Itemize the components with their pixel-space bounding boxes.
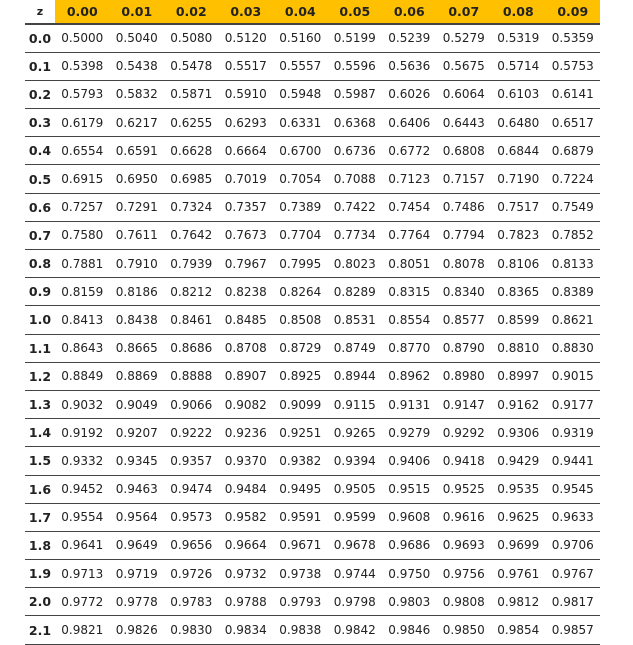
probability-cell: 0.9251 [273, 419, 328, 447]
probability-cell: 0.5675 [437, 52, 492, 80]
probability-cell: 0.7939 [164, 250, 219, 278]
table-row [25, 165, 600, 193]
table-row [25, 419, 600, 447]
probability-cell: 0.9826 [110, 616, 165, 644]
probability-cell: 0.8925 [273, 362, 328, 390]
probability-cell: 0.6915 [55, 165, 110, 193]
probability-cell: 0.9319 [546, 419, 601, 447]
probability-cell: 0.5160 [273, 24, 328, 52]
probability-cell: 0.6554 [55, 137, 110, 165]
probability-cell: 0.9406 [382, 447, 437, 475]
probability-cell: 0.9830 [164, 616, 219, 644]
probability-cell: 0.8438 [110, 306, 165, 334]
probability-cell: 0.6406 [382, 109, 437, 137]
column-header-0-04: 0.04 [273, 0, 328, 24]
probability-cell: 0.9756 [437, 560, 492, 588]
probability-cell: 0.8849 [55, 362, 110, 390]
probability-cell: 0.9719 [110, 560, 165, 588]
probability-cell: 0.9803 [382, 588, 437, 616]
table-row [25, 193, 600, 221]
probability-cell: 0.9545 [546, 475, 601, 503]
probability-cell: 0.9115 [328, 390, 383, 418]
probability-cell: 0.8980 [437, 362, 492, 390]
probability-cell: 0.5080 [164, 24, 219, 52]
probability-cell: 0.8790 [437, 334, 492, 362]
row-z-label: 0.5 [25, 165, 55, 193]
probability-cell: 0.9292 [437, 419, 492, 447]
table-row [25, 503, 600, 531]
probability-cell: 0.8810 [491, 334, 546, 362]
probability-cell: 0.5319 [491, 24, 546, 52]
probability-cell: 0.7881 [55, 250, 110, 278]
probability-cell: 0.5478 [164, 52, 219, 80]
row-z-label: 1.8 [25, 531, 55, 559]
probability-cell: 0.9564 [110, 503, 165, 531]
row-z-label: 2.1 [25, 616, 55, 644]
probability-cell: 0.9778 [110, 588, 165, 616]
probability-cell: 0.5636 [382, 52, 437, 80]
probability-cell: 0.9649 [110, 531, 165, 559]
probability-cell: 0.9463 [110, 475, 165, 503]
row-z-label: 1.0 [25, 306, 55, 334]
probability-cell: 0.5910 [219, 80, 274, 108]
probability-cell: 0.8106 [491, 250, 546, 278]
probability-cell: 0.7642 [164, 221, 219, 249]
z-table-header [25, 0, 600, 24]
probability-cell: 0.8340 [437, 278, 492, 306]
probability-cell: 0.9767 [546, 560, 601, 588]
probability-cell: 0.8389 [546, 278, 601, 306]
probability-cell: 0.8315 [382, 278, 437, 306]
probability-cell: 0.5832 [110, 80, 165, 108]
probability-cell: 0.8888 [164, 362, 219, 390]
probability-cell: 0.8531 [328, 306, 383, 334]
probability-cell: 0.9671 [273, 531, 328, 559]
probability-cell: 0.8665 [110, 334, 165, 362]
probability-cell: 0.6255 [164, 109, 219, 137]
probability-cell: 0.6064 [437, 80, 492, 108]
probability-cell: 0.7291 [110, 193, 165, 221]
probability-cell: 0.5753 [546, 52, 601, 80]
probability-cell: 0.8577 [437, 306, 492, 334]
table-row [25, 588, 600, 616]
probability-cell: 0.8289 [328, 278, 383, 306]
probability-cell: 0.9750 [382, 560, 437, 588]
probability-cell: 0.8186 [110, 278, 165, 306]
probability-cell: 0.8869 [110, 362, 165, 390]
row-z-label: 0.7 [25, 221, 55, 249]
probability-cell: 0.9535 [491, 475, 546, 503]
probability-cell: 0.5040 [110, 24, 165, 52]
probability-cell: 0.9222 [164, 419, 219, 447]
probability-cell: 0.9345 [110, 447, 165, 475]
probability-cell: 0.7157 [437, 165, 492, 193]
column-header-0-06: 0.06 [382, 0, 437, 24]
table-row [25, 24, 600, 52]
probability-cell: 0.8485 [219, 306, 274, 334]
column-header-0-08: 0.08 [491, 0, 546, 24]
probability-cell: 0.5714 [491, 52, 546, 80]
probability-cell: 0.7454 [382, 193, 437, 221]
probability-cell: 0.6179 [55, 109, 110, 137]
probability-cell: 0.7486 [437, 193, 492, 221]
probability-cell: 0.9793 [273, 588, 328, 616]
probability-cell: 0.9525 [437, 475, 492, 503]
probability-cell: 0.9582 [219, 503, 274, 531]
probability-cell: 0.7673 [219, 221, 274, 249]
header-row [25, 0, 600, 24]
probability-cell: 0.6331 [273, 109, 328, 137]
z-table [25, 0, 600, 645]
probability-cell: 0.6141 [546, 80, 601, 108]
row-z-label: 1.1 [25, 334, 55, 362]
probability-cell: 0.9332 [55, 447, 110, 475]
probability-cell: 0.5987 [328, 80, 383, 108]
probability-cell: 0.9515 [382, 475, 437, 503]
row-z-label: 1.4 [25, 419, 55, 447]
probability-cell: 0.8830 [546, 334, 601, 362]
table-row [25, 531, 600, 559]
probability-cell: 0.6772 [382, 137, 437, 165]
probability-cell: 0.9015 [546, 362, 601, 390]
probability-cell: 0.9032 [55, 390, 110, 418]
probability-cell: 0.6480 [491, 109, 546, 137]
probability-cell: 0.9854 [491, 616, 546, 644]
probability-cell: 0.7967 [219, 250, 274, 278]
probability-cell: 0.7257 [55, 193, 110, 221]
probability-cell: 0.9236 [219, 419, 274, 447]
probability-cell: 0.7549 [546, 193, 601, 221]
probability-cell: 0.9633 [546, 503, 601, 531]
probability-cell: 0.5359 [546, 24, 601, 52]
probability-cell: 0.7852 [546, 221, 601, 249]
probability-cell: 0.8133 [546, 250, 601, 278]
probability-cell: 0.5398 [55, 52, 110, 80]
probability-cell: 0.9265 [328, 419, 383, 447]
probability-cell: 0.9429 [491, 447, 546, 475]
row-z-label: 0.8 [25, 250, 55, 278]
probability-cell: 0.5279 [437, 24, 492, 52]
probability-cell: 0.7764 [382, 221, 437, 249]
probability-cell: 0.9846 [382, 616, 437, 644]
column-header-0-09: 0.09 [546, 0, 601, 24]
probability-cell: 0.9066 [164, 390, 219, 418]
probability-cell: 0.8749 [328, 334, 383, 362]
probability-cell: 0.8554 [382, 306, 437, 334]
probability-cell: 0.9474 [164, 475, 219, 503]
probability-cell: 0.9162 [491, 390, 546, 418]
probability-cell: 0.9608 [382, 503, 437, 531]
probability-cell: 0.7734 [328, 221, 383, 249]
table-row [25, 334, 600, 362]
probability-cell: 0.9131 [382, 390, 437, 418]
column-header-0-03: 0.03 [219, 0, 274, 24]
probability-cell: 0.9656 [164, 531, 219, 559]
probability-cell: 0.6844 [491, 137, 546, 165]
probability-cell: 0.8078 [437, 250, 492, 278]
z-table-body [25, 24, 600, 644]
probability-cell: 0.9495 [273, 475, 328, 503]
probability-cell: 0.8708 [219, 334, 274, 362]
row-z-label: 0.6 [25, 193, 55, 221]
row-z-label: 1.9 [25, 560, 55, 588]
probability-cell: 0.9625 [491, 503, 546, 531]
probability-cell: 0.7054 [273, 165, 328, 193]
probability-cell: 0.8997 [491, 362, 546, 390]
probability-cell: 0.9678 [328, 531, 383, 559]
probability-cell: 0.8461 [164, 306, 219, 334]
probability-cell: 0.9279 [382, 419, 437, 447]
probability-cell: 0.7823 [491, 221, 546, 249]
probability-cell: 0.9082 [219, 390, 274, 418]
probability-cell: 0.7190 [491, 165, 546, 193]
column-header-0-02: 0.02 [164, 0, 219, 24]
probability-cell: 0.9821 [55, 616, 110, 644]
probability-cell: 0.8770 [382, 334, 437, 362]
row-z-label: 1.2 [25, 362, 55, 390]
probability-cell: 0.9726 [164, 560, 219, 588]
probability-cell: 0.8962 [382, 362, 437, 390]
table-row [25, 137, 600, 165]
probability-cell: 0.9693 [437, 531, 492, 559]
table-row [25, 560, 600, 588]
probability-cell: 0.9761 [491, 560, 546, 588]
probability-cell: 0.9452 [55, 475, 110, 503]
probability-cell: 0.9177 [546, 390, 601, 418]
probability-cell: 0.6879 [546, 137, 601, 165]
table-row [25, 52, 600, 80]
probability-cell: 0.9357 [164, 447, 219, 475]
probability-cell: 0.8599 [491, 306, 546, 334]
probability-cell: 0.9554 [55, 503, 110, 531]
probability-cell: 0.9441 [546, 447, 601, 475]
probability-cell: 0.6517 [546, 109, 601, 137]
row-z-label: 0.1 [25, 52, 55, 80]
z-column-header: z [25, 0, 55, 24]
row-z-label: 1.6 [25, 475, 55, 503]
probability-cell: 0.7422 [328, 193, 383, 221]
probability-cell: 0.9744 [328, 560, 383, 588]
table-row [25, 109, 600, 137]
probability-cell: 0.9812 [491, 588, 546, 616]
probability-cell: 0.9732 [219, 560, 274, 588]
row-z-label: 1.7 [25, 503, 55, 531]
table-row [25, 80, 600, 108]
probability-cell: 0.9641 [55, 531, 110, 559]
probability-cell: 0.7357 [219, 193, 274, 221]
probability-cell: 0.6664 [219, 137, 274, 165]
row-z-label: 0.3 [25, 109, 55, 137]
probability-cell: 0.9664 [219, 531, 274, 559]
probability-cell: 0.9686 [382, 531, 437, 559]
probability-cell: 0.8023 [328, 250, 383, 278]
probability-cell: 0.6808 [437, 137, 492, 165]
probability-cell: 0.8944 [328, 362, 383, 390]
probability-cell: 0.9798 [328, 588, 383, 616]
probability-cell: 0.5793 [55, 80, 110, 108]
probability-cell: 0.6985 [164, 165, 219, 193]
probability-cell: 0.9207 [110, 419, 165, 447]
column-header-0-01: 0.01 [110, 0, 165, 24]
probability-cell: 0.7794 [437, 221, 492, 249]
probability-cell: 0.8365 [491, 278, 546, 306]
probability-cell: 0.5239 [382, 24, 437, 52]
probability-cell: 0.9505 [328, 475, 383, 503]
row-z-label: 1.3 [25, 390, 55, 418]
probability-cell: 0.6443 [437, 109, 492, 137]
probability-cell: 0.7224 [546, 165, 601, 193]
probability-cell: 0.9370 [219, 447, 274, 475]
probability-cell: 0.9783 [164, 588, 219, 616]
probability-cell: 0.6103 [491, 80, 546, 108]
probability-cell: 0.9838 [273, 616, 328, 644]
table-row [25, 390, 600, 418]
probability-cell: 0.9857 [546, 616, 601, 644]
probability-cell: 0.6217 [110, 109, 165, 137]
probability-cell: 0.7517 [491, 193, 546, 221]
probability-cell: 0.9591 [273, 503, 328, 531]
probability-cell: 0.9484 [219, 475, 274, 503]
column-header-0-05: 0.05 [328, 0, 383, 24]
probability-cell: 0.9713 [55, 560, 110, 588]
probability-cell: 0.8159 [55, 278, 110, 306]
probability-cell: 0.6628 [164, 137, 219, 165]
probability-cell: 0.8413 [55, 306, 110, 334]
probability-cell: 0.6736 [328, 137, 383, 165]
table-row [25, 362, 600, 390]
probability-cell: 0.6591 [110, 137, 165, 165]
probability-cell: 0.9808 [437, 588, 492, 616]
probability-cell: 0.8643 [55, 334, 110, 362]
probability-cell: 0.9842 [328, 616, 383, 644]
probability-cell: 0.5948 [273, 80, 328, 108]
probability-cell: 0.9850 [437, 616, 492, 644]
probability-cell: 0.6293 [219, 109, 274, 137]
table-row [25, 306, 600, 334]
probability-cell: 0.9049 [110, 390, 165, 418]
probability-cell: 0.9573 [164, 503, 219, 531]
row-z-label: 1.5 [25, 447, 55, 475]
row-z-label: 0.4 [25, 137, 55, 165]
probability-cell: 0.7019 [219, 165, 274, 193]
probability-cell: 0.5557 [273, 52, 328, 80]
probability-cell: 0.7995 [273, 250, 328, 278]
probability-cell: 0.9192 [55, 419, 110, 447]
table-row [25, 475, 600, 503]
probability-cell: 0.8238 [219, 278, 274, 306]
probability-cell: 0.5199 [328, 24, 383, 52]
row-z-label: 0.2 [25, 80, 55, 108]
probability-cell: 0.5120 [219, 24, 274, 52]
column-header-0-00: 0.00 [55, 0, 110, 24]
probability-cell: 0.7611 [110, 221, 165, 249]
probability-cell: 0.7324 [164, 193, 219, 221]
probability-cell: 0.9738 [273, 560, 328, 588]
probability-cell: 0.9706 [546, 531, 601, 559]
probability-cell: 0.9772 [55, 588, 110, 616]
probability-cell: 0.8051 [382, 250, 437, 278]
row-z-label: 2.0 [25, 588, 55, 616]
probability-cell: 0.8729 [273, 334, 328, 362]
probability-cell: 0.5000 [55, 24, 110, 52]
probability-cell: 0.9788 [219, 588, 274, 616]
probability-cell: 0.8686 [164, 334, 219, 362]
probability-cell: 0.8907 [219, 362, 274, 390]
probability-cell: 0.9817 [546, 588, 601, 616]
probability-cell: 0.6700 [273, 137, 328, 165]
probability-cell: 0.6026 [382, 80, 437, 108]
probability-cell: 0.7580 [55, 221, 110, 249]
probability-cell: 0.9382 [273, 447, 328, 475]
probability-cell: 0.9099 [273, 390, 328, 418]
table-row [25, 221, 600, 249]
probability-cell: 0.8264 [273, 278, 328, 306]
probability-cell: 0.9147 [437, 390, 492, 418]
probability-cell: 0.9699 [491, 531, 546, 559]
probability-cell: 0.5871 [164, 80, 219, 108]
probability-cell: 0.5438 [110, 52, 165, 80]
probability-cell: 0.7704 [273, 221, 328, 249]
row-z-label: 0.9 [25, 278, 55, 306]
table-row [25, 447, 600, 475]
probability-cell: 0.6950 [110, 165, 165, 193]
table-row [25, 250, 600, 278]
probability-cell: 0.5596 [328, 52, 383, 80]
probability-cell: 0.7389 [273, 193, 328, 221]
probability-cell: 0.8212 [164, 278, 219, 306]
probability-cell: 0.7910 [110, 250, 165, 278]
row-z-label: 0.0 [25, 24, 55, 52]
probability-cell: 0.7123 [382, 165, 437, 193]
probability-cell: 0.7088 [328, 165, 383, 193]
probability-cell: 0.9834 [219, 616, 274, 644]
probability-cell: 0.8508 [273, 306, 328, 334]
table-row [25, 278, 600, 306]
probability-cell: 0.8621 [546, 306, 601, 334]
probability-cell: 0.9418 [437, 447, 492, 475]
probability-cell: 0.9306 [491, 419, 546, 447]
probability-cell: 0.9599 [328, 503, 383, 531]
probability-cell: 0.9394 [328, 447, 383, 475]
probability-cell: 0.5517 [219, 52, 274, 80]
probability-cell: 0.9616 [437, 503, 492, 531]
column-header-0-07: 0.07 [437, 0, 492, 24]
probability-cell: 0.6368 [328, 109, 383, 137]
